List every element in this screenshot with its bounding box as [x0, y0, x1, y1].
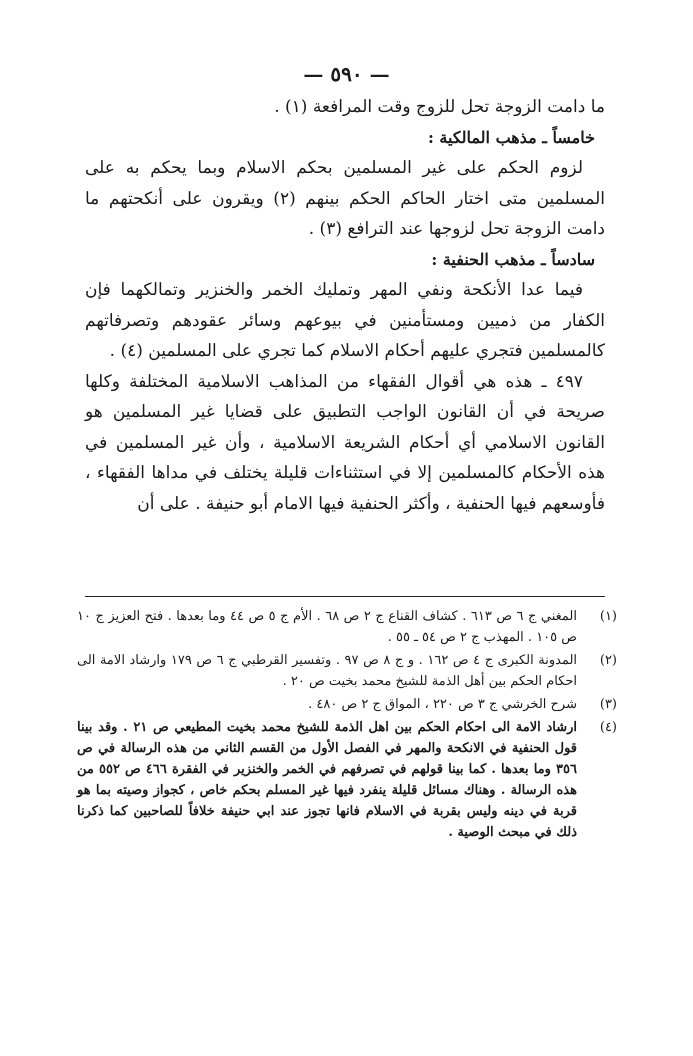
footnotes	[77, 606, 617, 845]
footnote-divider	[85, 596, 605, 597]
footnote-number: (٤)	[599, 720, 617, 735]
footnote-number: (١)	[599, 609, 617, 624]
section-heading-hanafi: سادساً ـ مذهب الحنفية :	[431, 249, 595, 269]
main-text	[85, 92, 605, 519]
page-number: — ٥٩٠ —	[303, 62, 390, 86]
footnote-text: شرح الخرشي ج ٣ ص ٢٢٠ ، المواق ج ٢ ص ٤٨٠ .	[308, 697, 577, 712]
paragraph-497: ٤٩٧ ـ هذه هي أقوال الفقهاء من المذاهب الاسلامية المختلفة وكلها صريحة في أن القانون الواجب التطبيق على قضايا غير المسلمين هو القانون الاسلامي أي أحكام الشريعة الاسلامية ، وأن غير المسلمين في هذه الأحكام كالمسلمين إلا في استثناءات قليلة يختلف في مداها الفقهاء ، فأوسعهم فيها الحنفية ، وأكثر الحنفية فيها الامام أبو حنيفة . على أن	[85, 371, 605, 514]
section-heading-maliki: خامساً ـ مذهب المالكية :	[427, 127, 595, 147]
footnote-number: (٢)	[599, 653, 617, 668]
footnote	[77, 606, 617, 648]
footnote	[77, 694, 617, 715]
footnote-text: ارشاد الامة الى احكام الحكم بين اهل الذمة للشيخ محمد بخيت المطيعي ص ٢١ . وقد بينا قول الحنفية في الانكحة والمهر في الفصل الأول من القسم الثاني من هذه الرسالة في ص ٣٥٦ وما بعدها . كما بينا قولهم في تصرفهم في الخمر والخنزير في الفقرة ٤٦٦ ص ٥٥٢ من هذه الرسالة . وهناك مسائل قليلة ينفرد فيها غير المسلم بحكم خاص ، كجواز وصيته بما هو قربة في دينه وليس بقربة في الاسلام فانها تجوز عند ابي حنيفة خلافاً للصاحبين كما ذكرنا ذلك في مبحث الوصية .	[77, 720, 577, 840]
footnote	[77, 717, 617, 843]
paragraph-maliki: لزوم الحكم على غير المسلمين بحكم الاسلام وبما يحكم به على المسلمين متى اختار الحاكم الحكم بينهم (٢) ويقرون على أنكحتهم ما دامت الزوجة تحل لزوجها عند الترافع (٣) .	[85, 158, 606, 239]
footnote-number: (٣)	[599, 697, 617, 712]
footnote-text: المغني ج ٦ ص ٦١٣ . كشاف القناع ج ٢ ص ٦٨ . الأم ج ٥ ص ٤٤ وما بعدها . فتح العزيز ج ١٠ ص ١٠٥ . المهذب ج ٢ ص ٥٤ ـ ٥٥ .	[77, 609, 578, 645]
footnote	[77, 650, 617, 692]
footnote-text: المدونة الكبرى ج ٤ ص ١٦٢ . و ج ٨ ص ٩٧ . وتفسير القرطبي ج ٦ ص ١٧٩ وارشاد الامة الى احكام الحكم بين أهل الذمة للشيخ محمد بخيت ص ٢٠ .	[77, 653, 578, 689]
paragraph-hanafi: فيما عدا الأنكحة ونفي المهر وتمليك الخمر والخنزير وتمالكهما فإن الكفار من ذميين ومستأمنين في بيوعهم وسائر عقودهم وتصرفاتهم كالمسلمين فتجري عليهم أحكام الاسلام كما تجري على المسلمين (٤) .	[85, 280, 605, 361]
paragraph-continuation: ما دامت الزوجة تحل للزوج وقت المرافعة (١) .	[274, 97, 605, 117]
